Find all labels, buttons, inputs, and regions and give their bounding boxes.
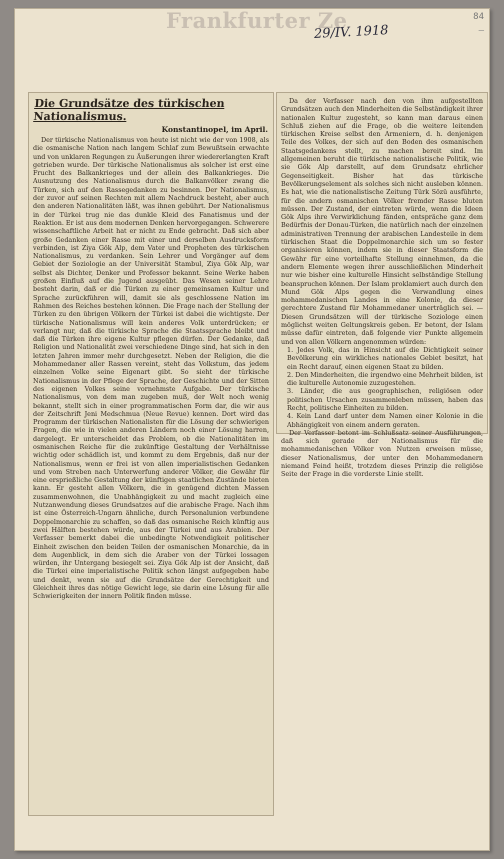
right-column-close: Der Verfasser betont im Schlußsatz seiner Ausführungen, daß sich gerade der Nationalismus für die mohammedanischen Völker von Nutzen erweisen müsse, dieser Nationalismus, der unter den Mohammedanern niemand Feind heißt, trotzdem dieses Prinzip die religiöse Seite der Frage in die vorderste Linie stellt.	[281, 428, 483, 479]
page-number-lower: –	[478, 26, 484, 36]
newspaper-masthead: Frankfurter Ze	[166, 8, 348, 33]
point-item: 1. Jedes Volk, das in Hinsicht auf die Dichtigkeit seiner Bevölkerung ein wirkliches nationales Gebiet besitzt, hat ein Recht darauf, einen eigenen Staat zu bilden.	[287, 345, 483, 371]
page-number: 84	[473, 12, 484, 22]
left-column-text: Der türkische Nationalismus von heute ist nicht wie der von 1908, als die osmanische Nation nach langem Schlaf zum Bewußtsein erwachte und von unklaren Regungen zu Äußerungen ihrer wiedererlangten Kraft getrieben wurde. Der türkische Nationalismus als solcher ist erst eine Frucht des Balkankrieges und der allein des Balkankrieges. Die Ausnutzung des Nationalismus durch die Balkanvölker zwang die Türken, sich auf den Rassegedanken zu besinnen. Der Nationalismus, der zuvor auf seinen Rechten mit allem Nachdruck besteht, aber auch den anderen Nationalitäten läßt, was ihnen gebührt. Der Nationalismus in der Türkei trug nie das dunkle Kleid des Fanatismus und der Reaktion. Er ist aus dem modernen Denken hervorgegangen. Schwerere wissenschaftliche Arbeit hat er nicht zu Ende gebracht. Daß sich aber große Gedanken einer Rasse mit einer und derselben Ausdrucksform verbinden, ist Ziya Gök Alp, dem Vater und Propheten des türkischen Nationalismus, zu verdanken. Sein Lehrer und Vorgänger auf dem Gebiet der Soziologie an der Universität Stambul, Ziya Gök Alp, war selbst als Dichter, Denker und Professor bekannt. Seine Werke haben großen Einfluß auf die Jugend ausgeübt. Das Wesen seiner Lehre besteht darin, daß er die Türken zu einer gemeinsamen Kultur und Sprache zurückführen will, damit sie als geschlossene Nation im Rahmen des Reiches bestehen können. Die Frage nach der Stellung der Türken zu den übrigen Völkern der Türkei ist dabei die wichtigste. Der türkische Nationalismus will kein anderes Volk unterdrücken; er verlangt nur, daß die türkische Sprache die Staatssprache bleibt und daß die Türken ihre eigene Kultur pflegen dürfen. Der Gedanke, daß Religion und Nationalität zwei verschiedene Dinge sind, hat sich in den letzten Jahren immer mehr durchgesetzt. Neben der Religion, die die Mohammedaner aller Rassen vereint, steht das Volkstum, das jedem einzelnen Volke seine Eigenart gibt. So sieht der türkische Nationalismus in der Pflege der Sprache, der Geschichte und der Sitten des eigenen Volkes seine vornehmste Aufgabe. Der türkische Nationalismus, von dem man zugeben muß, der Welt noch wenig bekannt, stellt sich in einer programmatischen Form dar, die wir aus der Zeitschrift Jeni Medschmua (Neue Revue) kennen. Dort wird das Programm der türkischen Nationalisten für die Lösung der schwierigen Fragen, die wie in vielen anderen Ländern noch einer Lösung harren, dargelegt. Er unterscheidet das Problem, ob die Nationalitäten im osmanischen Reiche für die zukünftige Gestaltung der Verhältnisse wichtig oder schädlich ist, und kommt zu dem Ergebnis, daß nur der Nationalismus, wenn er frei ist von allen imperialistischen Gedanken und vom Streben nach Unterwerfung anderer Völker, die Gewähr für eine ersprießliche Gestaltung der künftigen staatlichen Zustände bieten kann. Er gesteht allen Völkern, die in genügend dichten Massen zusammenwohnen, die Unabhängigkeit zu und macht zugleich eine Nutzanwendung dieses Grundsatzes auf die arabische Frage. Nach ihm ist eine Österreich-Ungarn ähnliche, durch Personalunion verbundene Doppelmonarchie zu schaffen, so daß das osmanische Reich künftig aus zwei Hälften bestehen würde, aus der Türkei und aus Arabien. Der Verfasser bemerkt dabei die unbedingte Notwendigkeit politischer Einheit zwischen den beiden Teilen der osmanischen Monarchie, da in dem Augenblick, in dem sich die Araber von der Türkei lossagen würden, ihr Untergang besiegelt sei. Ziya Gök Alp ist der Ansicht, daß die Türkei eine imperialistische Politik schon längst aufgegeben habe und denkt, wenn sie auf die Grundsätze der Gerechtigkeit und Gleichheit ihres das nötige Gewicht lege, sie darin eine Lösung für alle Schwierigkeiten der innern Politik finden müsse.	[33, 136, 269, 601]
archive-sheet	[14, 8, 490, 851]
handwritten-date: 29/IV. 1918	[313, 23, 389, 42]
article-body-left	[33, 136, 269, 601]
right-column-intro: Da der Verfasser nach den von ihm aufgestellten Grundsätzen auch den Minderheiten die Selbständigkeit ihrer nationalen Kultur zugesteht, so kann man daraus einen Schluß ziehen auf die Frage, ob die weitere leitenden türkischen Kreise selbst den Armeniern, d. h. denjenigen Teile des Volkes, der sich auf den Boden des osmanischen Staatsgedankens stellt, zu machen bereit sind. Im allgemeinen beruht die türkische nationalistische Politik, wie sie Gök Alp darstellt, auf dem Grundsatz ehrlicher Gegenseitigkeit. Bisher hat das türkische Bevölkerungselement als solches sich nicht ausleben können. Es hat, wie die nationalistische Zeitung Türk Sözü ausführte, für die andern osmanischen Völker fremder Rasse bluten müssen. Der Zustand, der eintreten würde, wenn die Ideen Gök Alps ihre Verwirklichung fänden, entspräche ganz dem Bedürfnis der Donau-Türken, die natürlich nach der einzelnen administrativen Trennung der arabischen Landesteile in dem türkischen Staat die Doppelmonarchie sich um so fester organisieren können, indem sie in dieser Staatsform die Gewähr für eine vorteilhafte Stellung einnehmen, da die andern Elemente wegen ihrer ausschließlichen Minderheit nur wie bisher eine kulturelle Hinsicht selbständige Stellung beanspruchen können. Der Islam proklamiert auch durch den Mund Gök Alps gegen die Verwandlung eines mohammedanischen Landes in eine Kolonie, da dieser gerechtere Zustand für Mohammedaner unerträglich sei. — Diesen Grundsätzen will der türkische Soziologe einen möglichst weiten Geltungskreis geben. Er betont, der Islam müsse dafür eintreten, daß folgende vier Punkte allgemein und von allen Völkern angenommen würden:	[281, 97, 483, 346]
point-item: 3. Länder, die aus geographischen, religiösen oder politischen Ursachen zusammenleben müssen, haben das Recht, politische Einheiten zu bilden.	[287, 387, 483, 412]
point-item: 4. Kein Land darf unter dem Namen einer Kolonie in die Abhängigkeit von einem andern geraten.	[287, 412, 483, 429]
article-dateline: Konstantinopel, im April.	[161, 125, 268, 134]
article-headline: Die Grundsätze des türkischen Nationalismus.	[33, 97, 226, 123]
clipping-right-column	[276, 92, 488, 479]
article-body-right	[281, 97, 483, 479]
point-item: 2. Den Minderheiten, die irgendwo eine Mehrheit bilden, ist die kulturelle Autonomie zuzugestehen.	[287, 370, 483, 388]
clipping-left-column	[28, 92, 274, 816]
column-divider	[273, 98, 274, 428]
